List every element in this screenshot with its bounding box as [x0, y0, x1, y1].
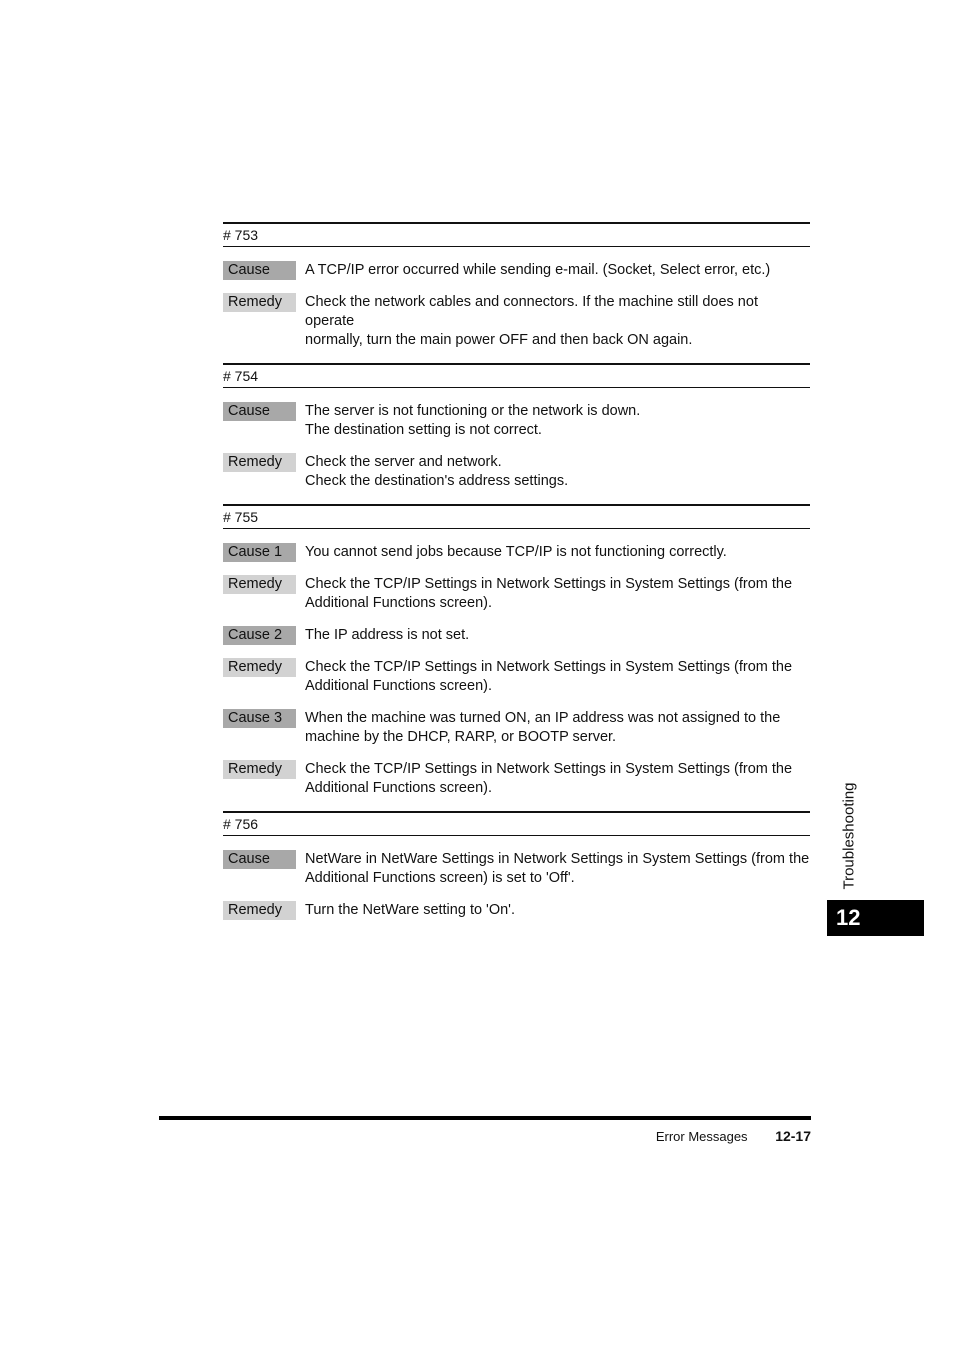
error-section-756 — [223, 811, 810, 920]
cause-row — [223, 850, 810, 888]
remedy-label: Remedy — [223, 575, 296, 594]
remedy-text — [305, 901, 810, 920]
cause-row — [223, 709, 810, 747]
error-code-heading: # 755 — [223, 504, 810, 529]
text-line: normally, turn the main power OFF and then back ON again. — [305, 332, 693, 348]
remedy-row — [223, 575, 810, 613]
cause-row — [223, 402, 810, 440]
text-line: The server is not functioning or the network is down. — [305, 403, 641, 419]
cause-text — [305, 850, 810, 888]
text-line: The IP address is not set. — [305, 627, 470, 643]
remedy-row — [223, 293, 810, 350]
error-code-heading: # 756 — [223, 811, 810, 836]
text-line: Additional Functions screen). — [305, 595, 492, 611]
remedy-label: Remedy — [223, 901, 296, 920]
cause-label: Cause — [223, 850, 296, 869]
remedy-text — [305, 293, 810, 350]
text-line: When the machine was turned ON, an IP address was not assigned to the — [305, 710, 781, 726]
text-line: Check the TCP/IP Settings in Network Settings in System Settings (from the — [305, 761, 793, 777]
cause-label: Cause — [223, 261, 296, 280]
cause-text — [305, 709, 810, 747]
remedy-label: Remedy — [223, 453, 296, 472]
cause-label: Cause 1 — [223, 543, 296, 562]
text-line: Check the server and network. — [305, 454, 502, 470]
text-line: Check the network cables and connectors. If the machine still does not operate — [305, 294, 758, 329]
cause-row — [223, 543, 810, 562]
chapter-title: Troubleshooting — [840, 782, 858, 890]
error-code-heading: # 754 — [223, 363, 810, 388]
cause-label: Cause 2 — [223, 626, 296, 645]
text-line: NetWare in NetWare Settings in Network Settings in System Settings (from the — [305, 851, 810, 867]
text-line: Check the destination's address settings. — [305, 473, 569, 489]
text-line: A TCP/IP error occurred while sending e-mail. (Socket, Select error, etc.) — [305, 262, 771, 278]
text-line: Additional Functions screen). — [305, 678, 492, 694]
remedy-label: Remedy — [223, 293, 296, 312]
cause-row — [223, 261, 810, 280]
page-footer — [640, 1128, 811, 1144]
chapter-side-label — [838, 780, 860, 892]
remedy-row — [223, 658, 810, 696]
remedy-row — [223, 453, 810, 491]
chapter-number-tab: 12 — [827, 900, 924, 936]
text-line: Check the TCP/IP Settings in Network Settings in System Settings (from the — [305, 659, 793, 675]
text-line: machine by the DHCP, RARP, or BOOTP server. — [305, 729, 617, 745]
remedy-text — [305, 760, 810, 798]
cause-row — [223, 626, 810, 645]
text-line: You cannot send jobs because TCP/IP is not functioning correctly. — [305, 544, 727, 560]
remedy-label: Remedy — [223, 658, 296, 677]
cause-text — [305, 402, 810, 440]
error-message-list — [223, 222, 810, 933]
text-line: Additional Functions screen). — [305, 780, 492, 796]
text-line: Turn the NetWare setting to 'On'. — [305, 902, 515, 918]
remedy-row — [223, 760, 810, 798]
cause-text — [305, 543, 810, 562]
footer-section-name: Error Messages — [655, 1129, 748, 1144]
cause-label: Cause 3 — [223, 709, 296, 728]
text-line: Additional Functions screen) is set to 'Off'. — [305, 870, 575, 886]
remedy-text — [305, 453, 810, 491]
footer-rule — [159, 1116, 811, 1120]
remedy-row — [223, 901, 810, 920]
error-section-754 — [223, 363, 810, 491]
cause-text — [305, 261, 810, 280]
remedy-text — [305, 658, 810, 696]
error-section-755 — [223, 504, 810, 798]
page-number: 12-17 — [775, 1128, 811, 1144]
text-line: The destination setting is not correct. — [305, 422, 542, 438]
cause-label: Cause — [223, 402, 296, 421]
remedy-label: Remedy — [223, 760, 296, 779]
error-section-753 — [223, 222, 810, 350]
error-code-heading: # 753 — [223, 222, 810, 247]
remedy-text — [305, 575, 810, 613]
text-line: Check the TCP/IP Settings in Network Settings in System Settings (from the — [305, 576, 793, 592]
cause-text — [305, 626, 810, 645]
